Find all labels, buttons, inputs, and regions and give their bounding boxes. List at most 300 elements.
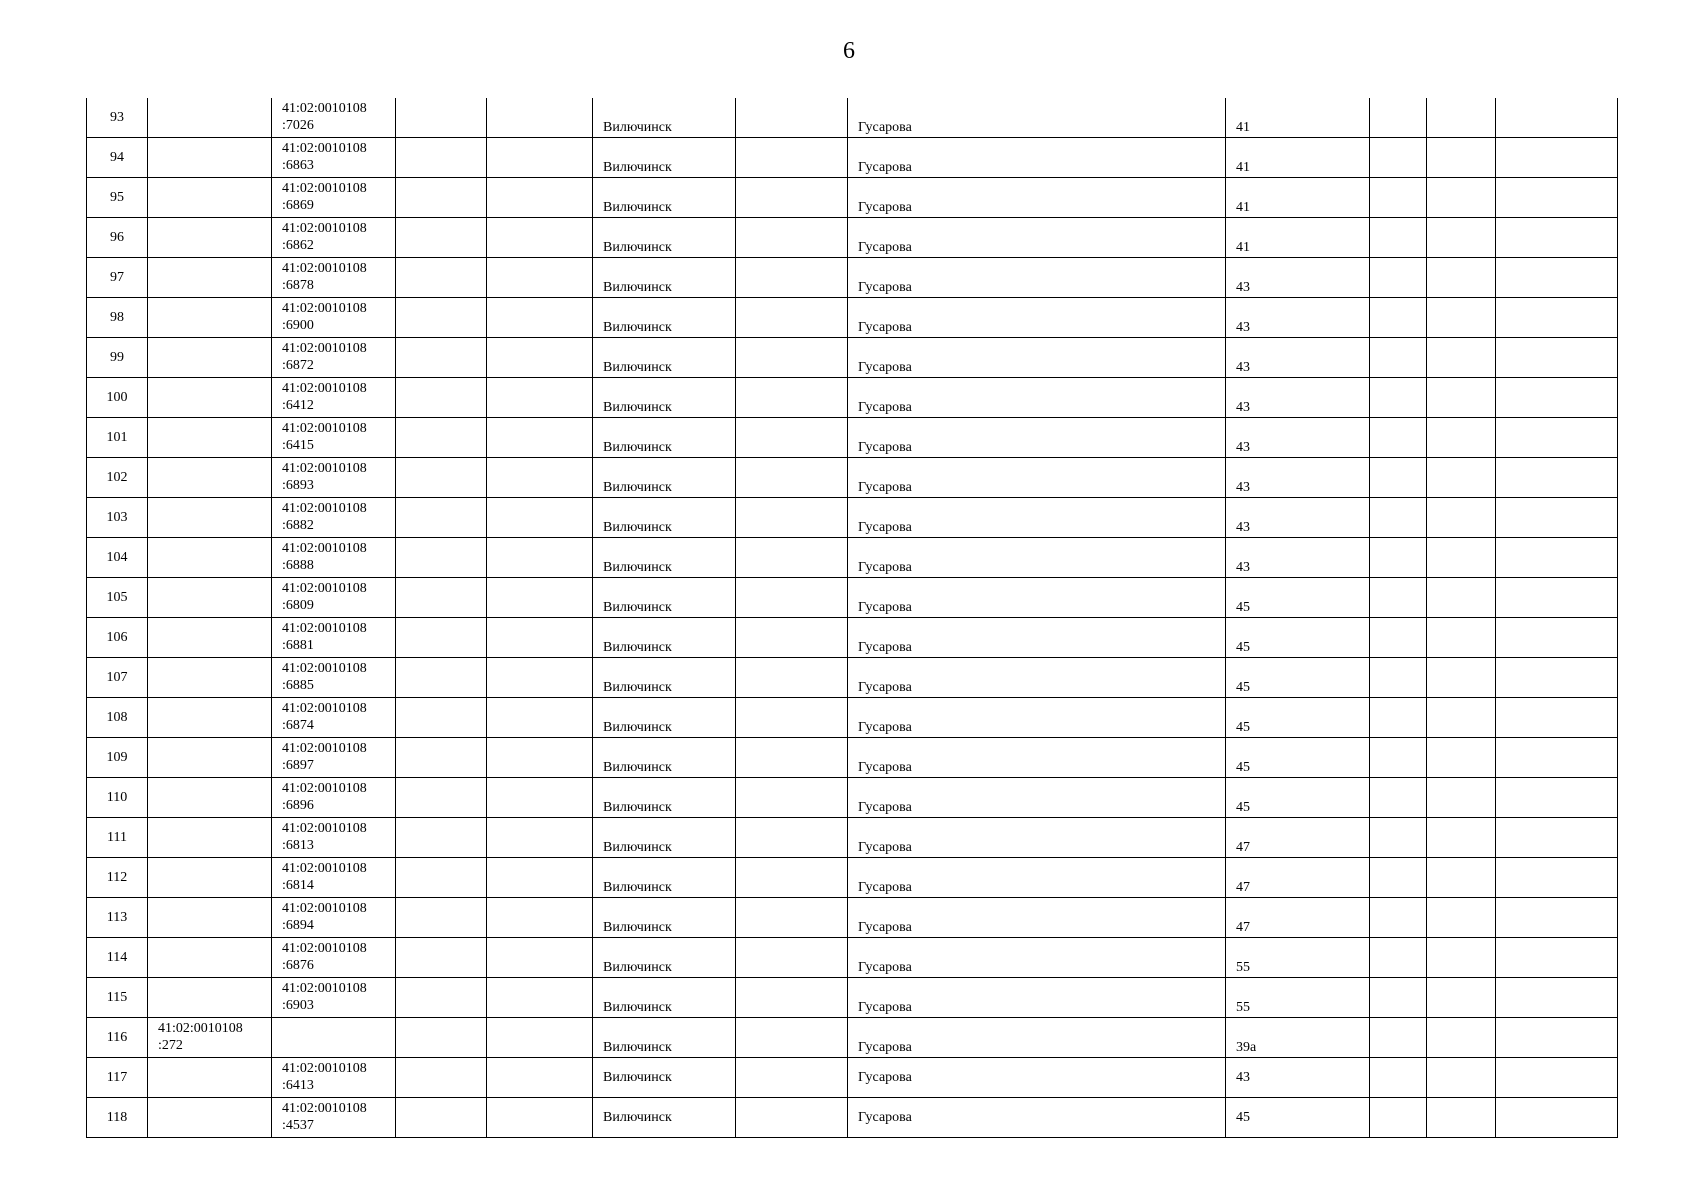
row-number-cell: 112 <box>87 858 148 898</box>
registry-table <box>86 98 1618 1138</box>
cadastral-building-cell <box>272 818 396 858</box>
empty-cell <box>1496 138 1618 178</box>
cadastral-building-cell-line2: :6813 <box>282 838 314 853</box>
empty-cell <box>1370 178 1427 218</box>
table-row <box>87 258 1618 298</box>
empty-cell <box>487 978 593 1018</box>
cadastral-parcel-cell <box>148 538 272 578</box>
empty-cell <box>487 658 593 698</box>
house-number-cell: 45 <box>1226 1098 1370 1138</box>
empty-cell <box>1427 258 1496 298</box>
cadastral-building-cell <box>272 138 396 178</box>
cadastral-building-cell-line1: 41:02:0010108 <box>282 621 367 636</box>
street-cell: Гусарова <box>848 618 1226 658</box>
cadastral-parcel-cell <box>148 578 272 618</box>
empty-cell <box>1370 458 1427 498</box>
empty-cell <box>396 898 487 938</box>
empty-cell <box>396 378 487 418</box>
cadastral-building-cell-line2: :6882 <box>282 518 314 533</box>
row-number-cell: 103 <box>87 498 148 538</box>
city-cell: Вилючинск <box>593 218 736 258</box>
house-number-cell: 39а <box>1226 1018 1370 1058</box>
street-cell: Гусарова <box>848 378 1226 418</box>
cadastral-parcel-cell <box>148 298 272 338</box>
table-row <box>87 498 1618 538</box>
empty-cell <box>1427 978 1496 1018</box>
cadastral-building-cell <box>272 378 396 418</box>
street-cell: Гусарова <box>848 898 1226 938</box>
cadastral-building-cell-line1: 41:02:0010108 <box>282 581 367 596</box>
cadastral-building-cell <box>272 498 396 538</box>
cadastral-building-cell <box>272 978 396 1018</box>
empty-cell <box>736 938 848 978</box>
cadastral-building-cell-line1: 41:02:0010108 <box>282 941 367 956</box>
empty-cell <box>396 538 487 578</box>
empty-cell <box>736 858 848 898</box>
empty-cell <box>736 978 848 1018</box>
empty-cell <box>1427 698 1496 738</box>
cadastral-building-cell <box>272 898 396 938</box>
cadastral-building-cell-line2: :6863 <box>282 158 314 173</box>
cadastral-parcel-cell <box>148 738 272 778</box>
cadastral-building-cell-line2: :6893 <box>282 478 314 493</box>
cadastral-building-cell-line2: :6415 <box>282 438 314 453</box>
table-row <box>87 418 1618 458</box>
empty-cell <box>487 898 593 938</box>
empty-cell <box>1427 818 1496 858</box>
street-cell: Гусарова <box>848 538 1226 578</box>
cadastral-parcel-cell <box>148 218 272 258</box>
cadastral-building-cell-line2: :6896 <box>282 798 314 813</box>
cadastral-parcel-cell <box>148 938 272 978</box>
table-row <box>87 1058 1618 1098</box>
table-row <box>87 538 1618 578</box>
cadastral-building-cell-line2: :6881 <box>282 638 314 653</box>
table-row <box>87 458 1618 498</box>
cadastral-building-cell-line1: 41:02:0010108 <box>282 701 367 716</box>
empty-cell <box>487 698 593 738</box>
table-row <box>87 338 1618 378</box>
cadastral-building-cell <box>272 858 396 898</box>
city-cell: Вилючинск <box>593 698 736 738</box>
cadastral-building-cell-line1: 41:02:0010108 <box>282 181 367 196</box>
cadastral-building-cell-line2: :6809 <box>282 598 314 613</box>
cadastral-building-cell-line2: :6878 <box>282 278 314 293</box>
empty-cell <box>736 1098 848 1138</box>
empty-cell <box>736 738 848 778</box>
cadastral-building-cell-line1: 41:02:0010108 <box>282 741 367 756</box>
empty-cell <box>1370 978 1427 1018</box>
cadastral-building-cell-line2: :6814 <box>282 878 314 893</box>
street-cell: Гусарова <box>848 178 1226 218</box>
cadastral-parcel-cell <box>148 98 272 138</box>
street-cell: Гусарова <box>848 658 1226 698</box>
empty-cell <box>1496 778 1618 818</box>
table-row <box>87 938 1618 978</box>
cadastral-building-cell-line2: :4537 <box>282 1118 314 1133</box>
city-cell: Вилючинск <box>593 578 736 618</box>
empty-cell <box>487 298 593 338</box>
empty-cell <box>396 778 487 818</box>
row-number-cell: 101 <box>87 418 148 458</box>
empty-cell <box>487 258 593 298</box>
empty-cell <box>1496 218 1618 258</box>
cadastral-building-cell-line2: :6885 <box>282 678 314 693</box>
empty-cell <box>1427 458 1496 498</box>
cadastral-parcel-cell <box>148 1058 272 1098</box>
empty-cell <box>1370 338 1427 378</box>
cadastral-parcel-cell-line2: :272 <box>158 1038 183 1053</box>
cadastral-building-cell-line1: 41:02:0010108 <box>282 221 367 236</box>
house-number-cell: 43 <box>1226 498 1370 538</box>
empty-cell <box>487 738 593 778</box>
table-row <box>87 218 1618 258</box>
empty-cell <box>1496 378 1618 418</box>
cadastral-parcel-cell <box>148 418 272 458</box>
table-row <box>87 1098 1618 1138</box>
cadastral-building-cell-line1: 41:02:0010108 <box>282 261 367 276</box>
cadastral-building-cell-line1: 41:02:0010108 <box>282 861 367 876</box>
cadastral-parcel-cell <box>148 658 272 698</box>
row-number-cell: 93 <box>87 98 148 138</box>
empty-cell <box>736 1018 848 1058</box>
cadastral-building-cell-line2: :6862 <box>282 238 314 253</box>
empty-cell <box>396 298 487 338</box>
empty-cell <box>396 98 487 138</box>
empty-cell <box>1427 1098 1496 1138</box>
empty-cell <box>736 338 848 378</box>
empty-cell <box>1427 578 1496 618</box>
empty-cell <box>396 418 487 458</box>
empty-cell <box>396 178 487 218</box>
city-cell: Вилючинск <box>593 178 736 218</box>
street-cell: Гусарова <box>848 818 1226 858</box>
empty-cell <box>1427 898 1496 938</box>
city-cell: Вилючинск <box>593 338 736 378</box>
cadastral-parcel-cell <box>148 458 272 498</box>
cadastral-parcel-cell <box>148 258 272 298</box>
empty-cell <box>1427 298 1496 338</box>
street-cell: Гусарова <box>848 1058 1226 1098</box>
empty-cell <box>1496 458 1618 498</box>
house-number-cell: 43 <box>1226 378 1370 418</box>
house-number-cell: 43 <box>1226 458 1370 498</box>
cadastral-parcel-cell <box>148 978 272 1018</box>
cadastral-building-cell-line1: 41:02:0010108 <box>282 381 367 396</box>
city-cell: Вилючинск <box>593 98 736 138</box>
house-number-cell: 41 <box>1226 138 1370 178</box>
empty-cell <box>487 938 593 978</box>
empty-cell <box>487 1058 593 1098</box>
empty-cell <box>487 1098 593 1138</box>
city-cell: Вилючинск <box>593 818 736 858</box>
empty-cell <box>487 538 593 578</box>
cadastral-parcel-cell <box>148 858 272 898</box>
empty-cell <box>1370 698 1427 738</box>
empty-cell <box>736 138 848 178</box>
city-cell: Вилючинск <box>593 978 736 1018</box>
empty-cell <box>396 738 487 778</box>
cadastral-building-cell-line1: 41:02:0010108 <box>282 141 367 156</box>
city-cell: Вилючинск <box>593 658 736 698</box>
cadastral-building-cell-line1: 41:02:0010108 <box>282 781 367 796</box>
empty-cell <box>1370 1018 1427 1058</box>
street-cell: Гусарова <box>848 218 1226 258</box>
empty-cell <box>1496 1098 1618 1138</box>
empty-cell <box>1370 298 1427 338</box>
empty-cell <box>736 578 848 618</box>
empty-cell <box>1427 538 1496 578</box>
empty-cell <box>1427 1058 1496 1098</box>
street-cell: Гусарова <box>848 1098 1226 1138</box>
house-number-cell: 43 <box>1226 298 1370 338</box>
empty-cell <box>396 258 487 298</box>
empty-cell <box>396 818 487 858</box>
empty-cell <box>396 978 487 1018</box>
street-cell: Гусарова <box>848 1018 1226 1058</box>
cadastral-building-cell <box>272 1058 396 1098</box>
cadastral-parcel-cell-line1: 41:02:0010108 <box>158 1021 243 1036</box>
cadastral-building-cell-line1: 41:02:0010108 <box>282 101 367 116</box>
empty-cell <box>1427 178 1496 218</box>
cadastral-building-cell <box>272 218 396 258</box>
empty-cell <box>1496 898 1618 938</box>
empty-cell <box>487 858 593 898</box>
cadastral-building-cell <box>272 938 396 978</box>
house-number-cell: 45 <box>1226 658 1370 698</box>
cadastral-parcel-cell <box>148 698 272 738</box>
empty-cell <box>1427 418 1496 458</box>
row-number-cell: 116 <box>87 1018 148 1058</box>
empty-cell <box>1370 258 1427 298</box>
empty-cell <box>1427 138 1496 178</box>
empty-cell <box>396 1058 487 1098</box>
empty-cell <box>1370 378 1427 418</box>
empty-cell <box>1370 138 1427 178</box>
empty-cell <box>487 378 593 418</box>
house-number-cell: 43 <box>1226 538 1370 578</box>
empty-cell <box>1427 98 1496 138</box>
table-row <box>87 658 1618 698</box>
cadastral-building-cell <box>272 698 396 738</box>
house-number-cell: 47 <box>1226 858 1370 898</box>
empty-cell <box>736 618 848 658</box>
empty-cell <box>1370 618 1427 658</box>
empty-cell <box>1496 618 1618 658</box>
empty-cell <box>1427 218 1496 258</box>
empty-cell <box>487 178 593 218</box>
empty-cell <box>396 858 487 898</box>
empty-cell <box>487 818 593 858</box>
empty-cell <box>487 578 593 618</box>
table-row <box>87 378 1618 418</box>
cadastral-building-cell <box>272 98 396 138</box>
row-number-cell: 98 <box>87 298 148 338</box>
cadastral-building-cell-line2: :7026 <box>282 118 314 133</box>
cadastral-parcel-cell <box>148 778 272 818</box>
house-number-cell: 43 <box>1226 1058 1370 1098</box>
empty-cell <box>487 338 593 378</box>
city-cell: Вилючинск <box>593 738 736 778</box>
row-number-cell: 110 <box>87 778 148 818</box>
row-number-cell: 104 <box>87 538 148 578</box>
row-number-cell: 118 <box>87 1098 148 1138</box>
cadastral-building-cell <box>272 1018 396 1058</box>
cadastral-building-cell-line1: 41:02:0010108 <box>282 421 367 436</box>
empty-cell <box>487 618 593 658</box>
city-cell: Вилючинск <box>593 618 736 658</box>
empty-cell <box>396 138 487 178</box>
empty-cell <box>736 458 848 498</box>
street-cell: Гусарова <box>848 498 1226 538</box>
cadastral-building-cell-line1: 41:02:0010108 <box>282 461 367 476</box>
house-number-cell: 41 <box>1226 178 1370 218</box>
row-number-cell: 108 <box>87 698 148 738</box>
empty-cell <box>1496 658 1618 698</box>
cadastral-building-cell-line1: 41:02:0010108 <box>282 341 367 356</box>
empty-cell <box>736 98 848 138</box>
house-number-cell: 45 <box>1226 618 1370 658</box>
cadastral-building-cell-line2: :6903 <box>282 998 314 1013</box>
empty-cell <box>396 1018 487 1058</box>
street-cell: Гусарова <box>848 578 1226 618</box>
empty-cell <box>1496 298 1618 338</box>
cadastral-building-cell-line1: 41:02:0010108 <box>282 301 367 316</box>
house-number-cell: 43 <box>1226 258 1370 298</box>
cadastral-building-cell-line1: 41:02:0010108 <box>282 901 367 916</box>
empty-cell <box>487 138 593 178</box>
empty-cell <box>1496 258 1618 298</box>
cadastral-building-cell-line2: :6894 <box>282 918 314 933</box>
cadastral-building-cell-line2: :6897 <box>282 758 314 773</box>
cadastral-building-cell <box>272 658 396 698</box>
cadastral-building-cell-line1: 41:02:0010108 <box>282 1101 367 1116</box>
row-number-cell: 113 <box>87 898 148 938</box>
city-cell: Вилючинск <box>593 498 736 538</box>
house-number-cell: 45 <box>1226 578 1370 618</box>
row-number-cell: 96 <box>87 218 148 258</box>
empty-cell <box>487 778 593 818</box>
empty-cell <box>1496 578 1618 618</box>
city-cell: Вилючинск <box>593 418 736 458</box>
house-number-cell: 45 <box>1226 738 1370 778</box>
city-cell: Вилючинск <box>593 1058 736 1098</box>
empty-cell <box>487 418 593 458</box>
cadastral-building-cell-line2: :6888 <box>282 558 314 573</box>
empty-cell <box>396 218 487 258</box>
empty-cell <box>1427 378 1496 418</box>
street-cell: Гусарова <box>848 778 1226 818</box>
empty-cell <box>1427 938 1496 978</box>
empty-cell <box>1370 898 1427 938</box>
table-row <box>87 898 1618 938</box>
row-number-cell: 111 <box>87 818 148 858</box>
table-row <box>87 738 1618 778</box>
cadastral-building-cell-line1: 41:02:0010108 <box>282 541 367 556</box>
row-number-cell: 114 <box>87 938 148 978</box>
row-number-cell: 105 <box>87 578 148 618</box>
house-number-cell: 41 <box>1226 218 1370 258</box>
street-cell: Гусарова <box>848 338 1226 378</box>
cadastral-parcel-cell <box>148 178 272 218</box>
empty-cell <box>736 378 848 418</box>
city-cell: Вилючинск <box>593 938 736 978</box>
cadastral-building-cell <box>272 458 396 498</box>
cadastral-building-cell-line2: :6872 <box>282 358 314 373</box>
street-cell: Гусарова <box>848 138 1226 178</box>
table-row <box>87 778 1618 818</box>
empty-cell <box>736 1058 848 1098</box>
street-cell: Гусарова <box>848 418 1226 458</box>
empty-cell <box>1427 858 1496 898</box>
cadastral-building-cell-line2: :6869 <box>282 198 314 213</box>
table-row <box>87 818 1618 858</box>
empty-cell <box>1496 738 1618 778</box>
row-number-cell: 94 <box>87 138 148 178</box>
empty-cell <box>1496 178 1618 218</box>
empty-cell <box>1427 618 1496 658</box>
cadastral-building-cell <box>272 778 396 818</box>
empty-cell <box>1427 658 1496 698</box>
empty-cell <box>1496 1018 1618 1058</box>
empty-cell <box>1496 1058 1618 1098</box>
table-row <box>87 578 1618 618</box>
empty-cell <box>396 658 487 698</box>
street-cell: Гусарова <box>848 858 1226 898</box>
empty-cell <box>1370 658 1427 698</box>
row-number-cell: 95 <box>87 178 148 218</box>
cadastral-parcel-cell <box>148 618 272 658</box>
row-number-cell: 100 <box>87 378 148 418</box>
empty-cell <box>1496 818 1618 858</box>
row-number-cell: 97 <box>87 258 148 298</box>
empty-cell <box>396 578 487 618</box>
row-number-cell: 107 <box>87 658 148 698</box>
empty-cell <box>1427 738 1496 778</box>
empty-cell <box>1427 338 1496 378</box>
empty-cell <box>1370 738 1427 778</box>
cadastral-parcel-cell <box>148 1018 272 1058</box>
empty-cell <box>396 1098 487 1138</box>
empty-cell <box>1370 538 1427 578</box>
empty-cell <box>736 898 848 938</box>
empty-cell <box>396 458 487 498</box>
empty-cell <box>1496 98 1618 138</box>
house-number-cell: 55 <box>1226 978 1370 1018</box>
city-cell: Вилючинск <box>593 1018 736 1058</box>
empty-cell <box>1370 858 1427 898</box>
table-row <box>87 618 1618 658</box>
empty-cell <box>1496 498 1618 538</box>
table-body <box>87 98 1618 1138</box>
cadastral-building-cell-line2: :6900 <box>282 318 314 333</box>
empty-cell <box>396 698 487 738</box>
cadastral-building-cell <box>272 538 396 578</box>
table-row <box>87 1018 1618 1058</box>
city-cell: Вилючинск <box>593 258 736 298</box>
cadastral-building-cell-line1: 41:02:0010108 <box>282 1061 367 1076</box>
table-row <box>87 698 1618 738</box>
cadastral-parcel-cell <box>148 898 272 938</box>
empty-cell <box>736 258 848 298</box>
empty-cell <box>487 1018 593 1058</box>
empty-cell <box>1427 498 1496 538</box>
cadastral-parcel-cell <box>148 498 272 538</box>
empty-cell <box>736 218 848 258</box>
city-cell: Вилючинск <box>593 1098 736 1138</box>
cadastral-parcel-cell <box>148 138 272 178</box>
cadastral-building-cell <box>272 178 396 218</box>
